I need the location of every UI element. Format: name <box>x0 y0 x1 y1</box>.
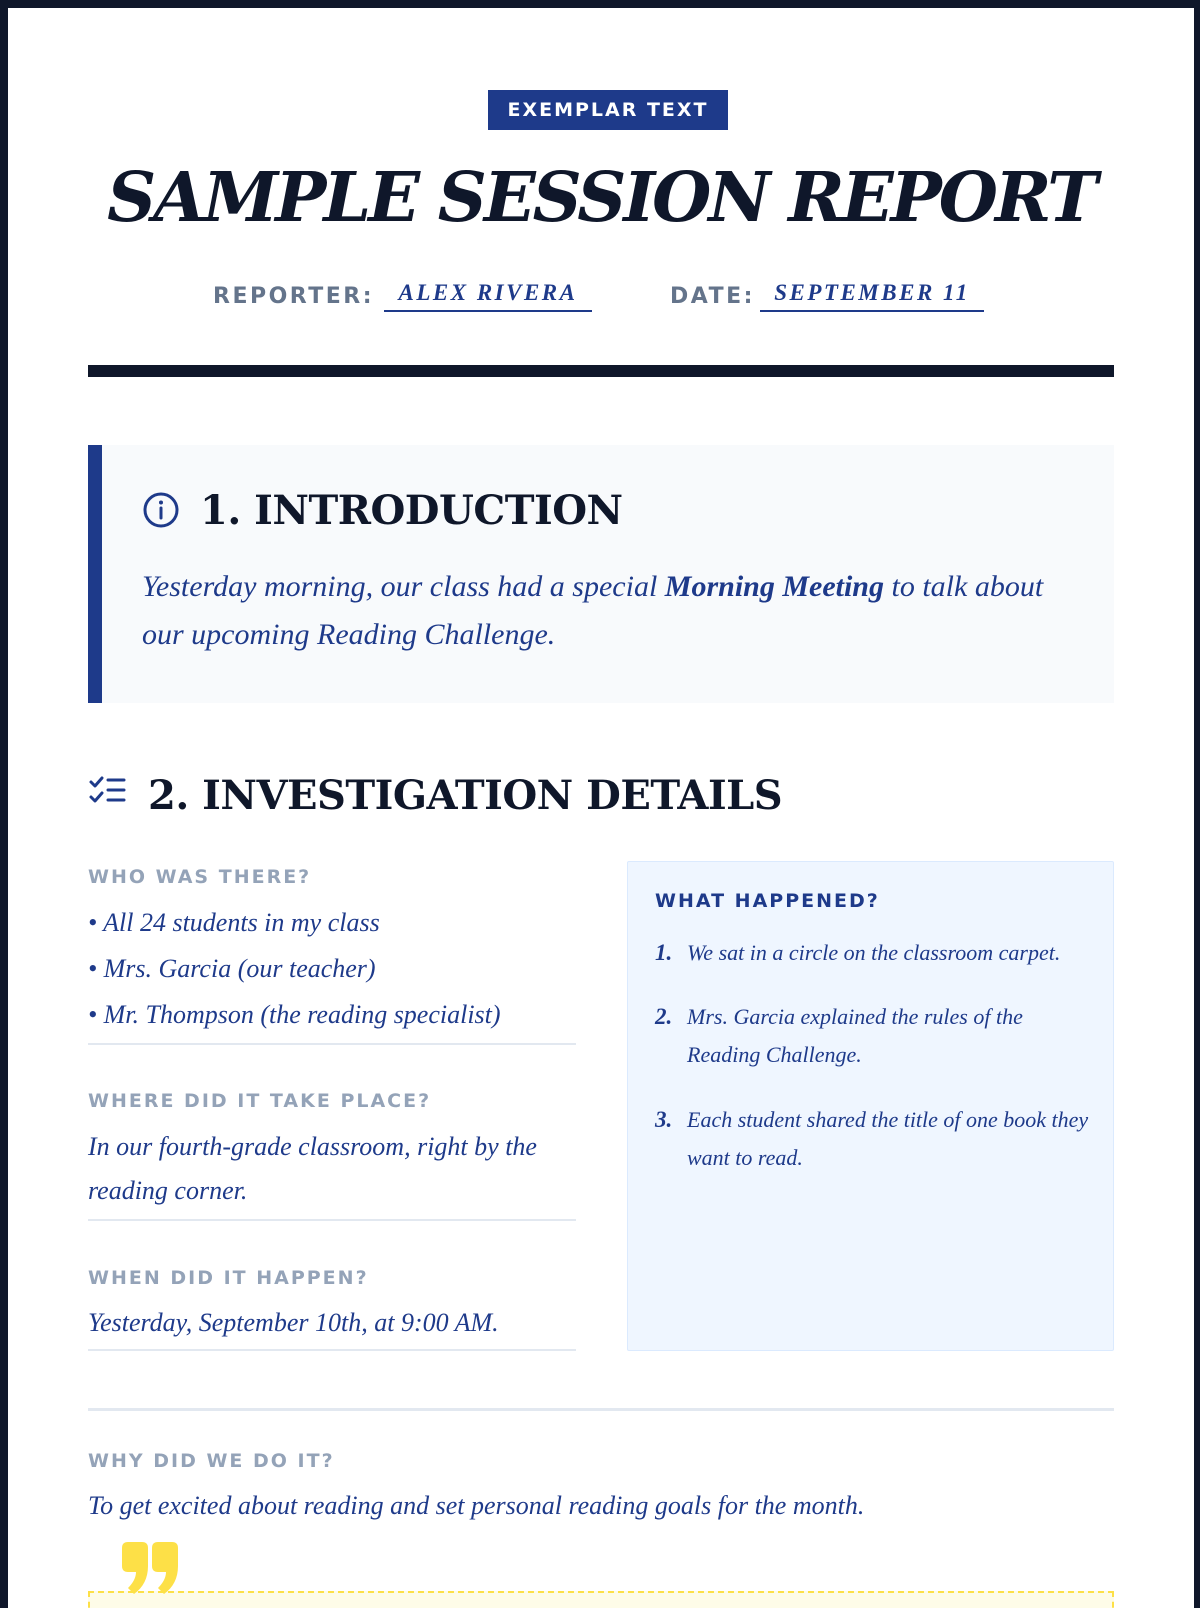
what-happened-label: WHAT HAPPENED? <box>655 890 880 912</box>
divider <box>88 1408 1114 1411</box>
exemplar-badge: EXEMPLAR TEXT <box>488 90 728 130</box>
intro-text-start: Yesterday morning, our class had a special <box>142 570 665 603</box>
why-label: WHY DID WE DO IT? <box>88 1450 335 1472</box>
divider <box>88 1219 576 1221</box>
header-divider <box>88 365 1114 377</box>
reporter-value: ALEX RIVERA <box>384 280 592 312</box>
intro-text-end: to talk about our upcoming Reading Challenge. <box>142 570 1044 651</box>
step-text: We sat in a circle on the classroom carpet. <box>687 940 1061 965</box>
date-value: SEPTEMBER 11 <box>760 280 984 312</box>
page-title: SAMPLE SESSION REPORT <box>107 158 1095 238</box>
checklist-icon <box>88 775 128 809</box>
divider <box>88 1043 576 1045</box>
what-happened-panel <box>627 861 1114 1351</box>
investigation-heading: 2. INVESTIGATION DETAILS <box>148 772 783 819</box>
list-item: • Mrs. Garcia (our teacher) <box>88 954 376 983</box>
why-text: To get excited about reading and set personal reading goals for the month. <box>88 1491 865 1520</box>
introduction-text <box>142 563 1072 659</box>
list-item <box>655 998 1095 1074</box>
list-item: • All 24 students in my class <box>88 908 380 937</box>
introduction-section <box>88 445 1114 703</box>
step-number: 2. <box>655 1004 673 1029</box>
who-list <box>88 900 588 1038</box>
where-text: In our fourth-grade classroom, right by the reading corner. <box>88 1132 537 1205</box>
step-number: 1. <box>655 940 673 965</box>
list-item <box>655 1101 1095 1177</box>
when-text: Yesterday, September 10th, at 9:00 AM. <box>88 1308 499 1337</box>
reporter-label: REPORTER: <box>213 284 375 309</box>
list-item <box>655 934 1095 972</box>
info-circle-icon <box>142 491 180 529</box>
where-label: WHERE DID IT TAKE PLACE? <box>88 1090 432 1112</box>
step-number: 3. <box>655 1107 673 1132</box>
step-text: Mrs. Garcia explained the rules of the Reading Challenge. <box>687 1004 1023 1067</box>
introduction-heading: 1. INTRODUCTION <box>200 487 623 534</box>
who-label: WHO WAS THERE? <box>88 866 312 888</box>
list-item: • Mr. Thompson (the reading specialist) <box>88 1000 501 1029</box>
divider <box>88 1349 576 1351</box>
step-text: Each student shared the title of one book they want to read. <box>687 1107 1089 1170</box>
when-label: WHEN DID IT HAPPEN? <box>88 1267 369 1289</box>
quote-icon <box>120 1542 180 1602</box>
intro-text-bold: Morning Meeting <box>664 570 884 603</box>
report-page <box>8 8 1194 1608</box>
date-label: DATE: <box>670 284 755 309</box>
